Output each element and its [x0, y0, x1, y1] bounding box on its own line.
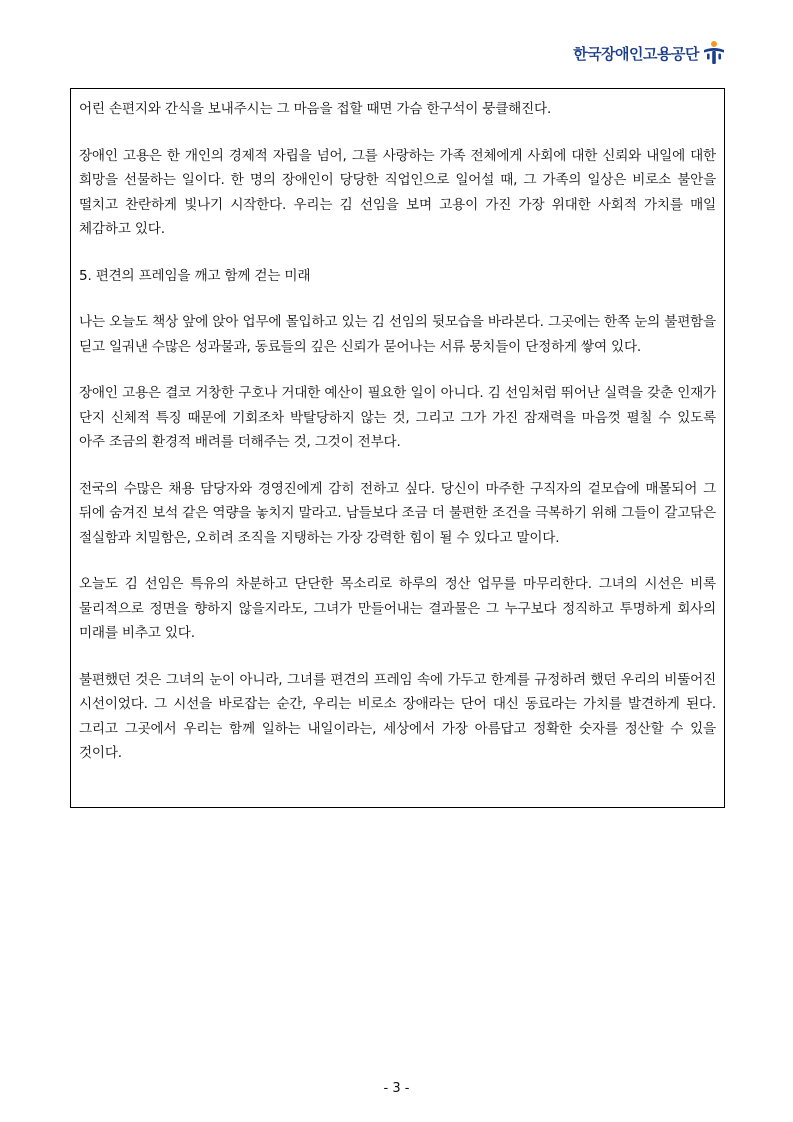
paragraph-conclusion: 불편했던 것은 그녀의 눈이 아니라, 그녀를 편견의 프레임 속에 가두고 한계를 규정하려 했던 우리의 비뚤어진 시선이었다. 그 시선을 바로잡는 순간, 우리는 비로소 장애라는 단어 대신 동료라는 가치를 발견하게 된다. 그리고 그곳에서 우리는 함께 일하는 내일이라는, 세상에서 가장 아름답고 정확한 숫자를 정산할 수 있을 것이다. — [79, 671, 716, 761]
paragraph-message-to-employers: 전국의 수많은 채용 담당자와 경영진에게 감히 전하고 싶다. 당신이 마주한 구직자의 겉모습에 매몰되어 그 뒤에 숨겨진 보석 같은 역량을 놓치지 말라고. 남들보다 조금 더 불편한 조건을 극복하기 위해 그들이 갈고닦은 절실함과 치밀함은, 오히려 조직을 지탱하는 가장 강력한 힘이 될 수 있다고 말이다. — [79, 480, 716, 546]
paragraph-employment-meaning: 장애인 고용은 결코 거창한 구호나 거대한 예산이 필요한 일이 아니다. 김 선임처럼 뛰어난 실력을 갖춘 인재가 단지 신체적 특징 때문에 기회조차 박탈당하지 않는 것, 그리고 그가 가진 잠재력을 마음껏 펼칠 수 있도록 아주 조금의 환경적 배려를 더해주는 것, 그것이 전부다. — [79, 385, 716, 450]
org-name: 한국장애인고용공단 — [573, 44, 699, 63]
section-heading: 5. 편견의 프레임을 깨고 함께 걷는 미래 — [79, 267, 311, 284]
header-logo — [573, 40, 725, 66]
paragraph-today: 오늘도 김 선임은 특유의 차분하고 단단한 목소리로 하루의 정산 업무를 마무리한다. 그녀의 시선은 비록 물리적으로 정면을 향하지 않을지라도, 그녀가 만들어내는 결과물은 그 누구보다 정직하고 투명하게 회사의 미래를 비추고 있다. — [79, 576, 716, 641]
kead-logo-icon — [703, 40, 725, 66]
page-number: - 3 - — [383, 1081, 410, 1096]
content-box — [70, 88, 725, 808]
paragraph-intro-ending: 어린 손편지와 간식을 보내주시는 그 마음을 접할 때면 가슴 한구석이 뭉클해진다. — [79, 101, 552, 117]
paragraph-desk: 나는 오늘도 책상 앞에 앉아 업무에 몰입하고 있는 김 선임의 뒷모습을 바라본다. 그곳에는 한쪽 눈의 불편함을 딛고 일궈낸 수많은 성과물과, 동료들의 깊은 신뢰가 묻어나는 서류 뭉치들이 단정하게 쌓여 있다. — [79, 314, 716, 355]
paragraph-family-value: 장애인 고용은 한 개인의 경제적 자립을 넘어, 그를 사랑하는 가족 전체에게 사회에 대한 신뢰와 내일에 대한 희망을 선물하는 일이다. 한 명의 장애인이 당당한 직업인으로 일어설 때, 그 가족의 일상은 비로소 불안을 떨치고 찬란하게 빛나기 시작한다. 우리는 김 선임을 보며 고용이 가진 가장 위대한 사회적 가치를 매일 체감하고 있다. — [79, 147, 716, 237]
